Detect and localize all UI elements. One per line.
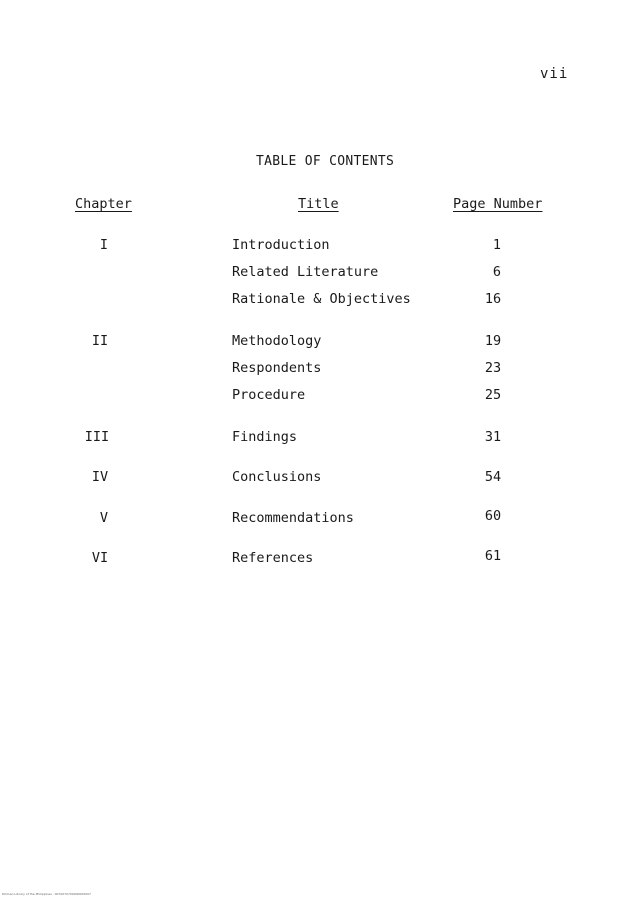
toc-chapter: IV	[91, 469, 109, 485]
toc-page: 31	[484, 429, 502, 445]
toc-title: Introduction	[232, 237, 330, 253]
toc-chapter: V	[99, 510, 109, 526]
toc-chapter: VI	[91, 550, 109, 566]
toc-page: 16	[484, 291, 502, 307]
toc-page: 1	[492, 237, 502, 253]
toc-title: Respondents	[232, 360, 322, 376]
toc-title: Recommendations	[232, 510, 354, 526]
toc-page: 6	[492, 264, 502, 280]
column-header-page-number: Page Number	[453, 196, 543, 212]
toc-title: Findings	[232, 429, 298, 445]
toc-title: Methodology	[232, 333, 322, 349]
toc-title: Procedure	[232, 387, 306, 403]
page-number: vii	[540, 66, 569, 82]
toc-page: 25	[484, 387, 502, 403]
toc-page: 60	[484, 508, 502, 524]
page-title: TABLE OF CONTENTS	[256, 154, 395, 169]
toc-page: 61	[484, 548, 502, 564]
toc-title: Related Literature	[232, 264, 379, 280]
toc-page: 23	[484, 360, 502, 376]
column-header-chapter: Chapter	[75, 196, 132, 212]
toc-page: 54	[484, 469, 502, 485]
toc-title: Rationale & Objectives	[232, 291, 411, 307]
toc-title: References	[232, 550, 314, 566]
toc-chapter: III	[84, 429, 110, 445]
scan-footer-note: Diliman Library of the Philippines · 0070070709000000007	[2, 892, 91, 896]
toc-page: 19	[484, 333, 502, 349]
toc-title: Conclusions	[232, 469, 322, 485]
toc-chapter: I	[99, 237, 109, 253]
toc-chapter: II	[91, 333, 109, 349]
column-header-title: Title	[298, 196, 339, 212]
